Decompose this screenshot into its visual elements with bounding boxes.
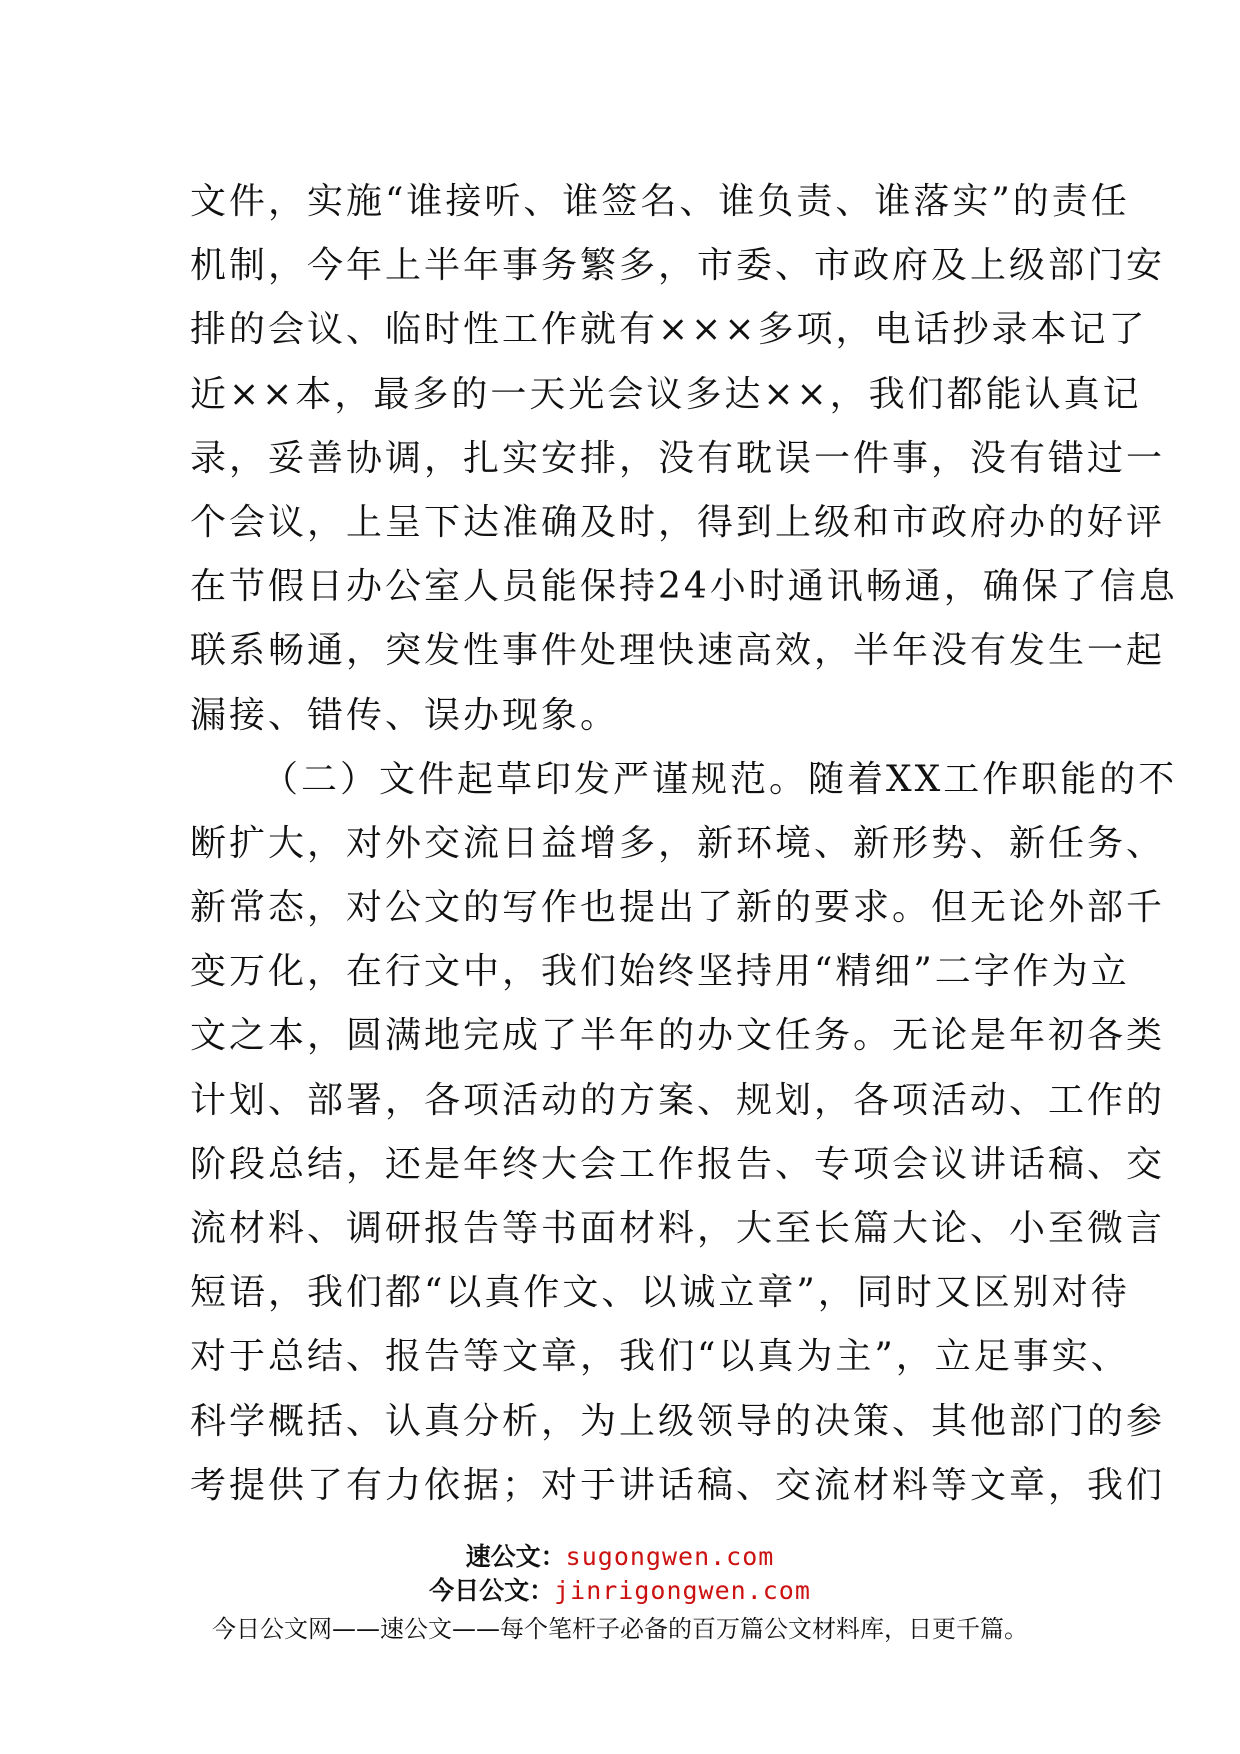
body-line-2: 机制，今年上半年事务繁多，市委、市政府及上级部门安	[190, 245, 1166, 287]
section-heading-line: （二）文件起草印发严谨规范。随着XX工作职能的不	[262, 758, 1178, 800]
body-line-7: 在节假日办公室人员能保持24小时通讯畅通，确保了信息	[190, 566, 1178, 608]
footer-label-sugongwen: 速公文：	[465, 1542, 566, 1571]
body-line-16: 阶段总结，还是年终大会工作报告、专项会议讲话稿、交	[190, 1143, 1166, 1185]
footer-link-jinrigongwen[interactable]: jinrigongwen.com	[554, 1576, 811, 1605]
footer-watermark	[0, 1540, 1240, 1648]
footer-slogan: 今日公文网——速公文——每个笔杆子必备的百万篇公文材料库，日更千篇。	[212, 1615, 1028, 1643]
body-line-17: 流材料、调研报告等书面材料，大至长篇大论、小至微言	[190, 1208, 1166, 1249]
document-body	[190, 170, 1178, 1518]
body-line-6: 个会议，上呈下达准确及时，得到上级和市政府办的好评	[190, 501, 1166, 543]
body-line-4: 近××本，最多的一天光会议多达××，我们都能认真记	[190, 373, 1142, 415]
body-line-11: 断扩大，对外交流日益增多，新环境、新形势、新任务、	[190, 822, 1166, 864]
body-line-21: 考提供了有力依据；对于讲话稿、交流材料等文章，我们	[190, 1464, 1166, 1506]
footer-row-sugongwen	[0, 1540, 1240, 1574]
body-line-12: 新常态，对公文的写作也提出了新的要求。但无论外部千	[190, 887, 1166, 929]
body-line-5: 录，妥善协调，扎实安排，没有耽误一件事，没有错过一	[190, 437, 1166, 479]
body-line-1: 文件，实施“谁接听、谁签名、谁负责、谁落实”的责任	[190, 181, 1130, 222]
body-line-14: 文之本，圆满地完成了半年的办文任务。无论是年初各类	[190, 1015, 1166, 1057]
body-line-15: 计划、部署，各项活动的方案、规划，各项活动、工作的	[190, 1079, 1166, 1121]
footer-label-jinrigongwen: 今日公文：	[429, 1576, 555, 1605]
body-line-8: 联系畅通，突发性事件处理快速高效，半年没有发生一起	[190, 630, 1166, 672]
footer-row-jinrigongwen	[0, 1574, 1240, 1608]
body-line-19: 对于总结、报告等文章，我们“以真为主”，立足事实、	[190, 1336, 1130, 1378]
body-line-13: 变万化，在行文中，我们始终坚持用“精细”二字作为立	[190, 951, 1130, 993]
body-line-18: 短语，我们都“以真作文、以诚立章”，同时又区别对待	[190, 1272, 1130, 1314]
body-line-3: 排的会议、临时性工作就有×××多项，电话抄录本记了	[190, 309, 1148, 351]
body-line-9: 漏接、错传、误办现象。	[190, 694, 620, 736]
footer-link-sugongwen[interactable]: sugongwen.com	[565, 1542, 775, 1571]
body-line-20: 科学概括、认真分析，为上级领导的决策、其他部门的参	[190, 1400, 1166, 1442]
